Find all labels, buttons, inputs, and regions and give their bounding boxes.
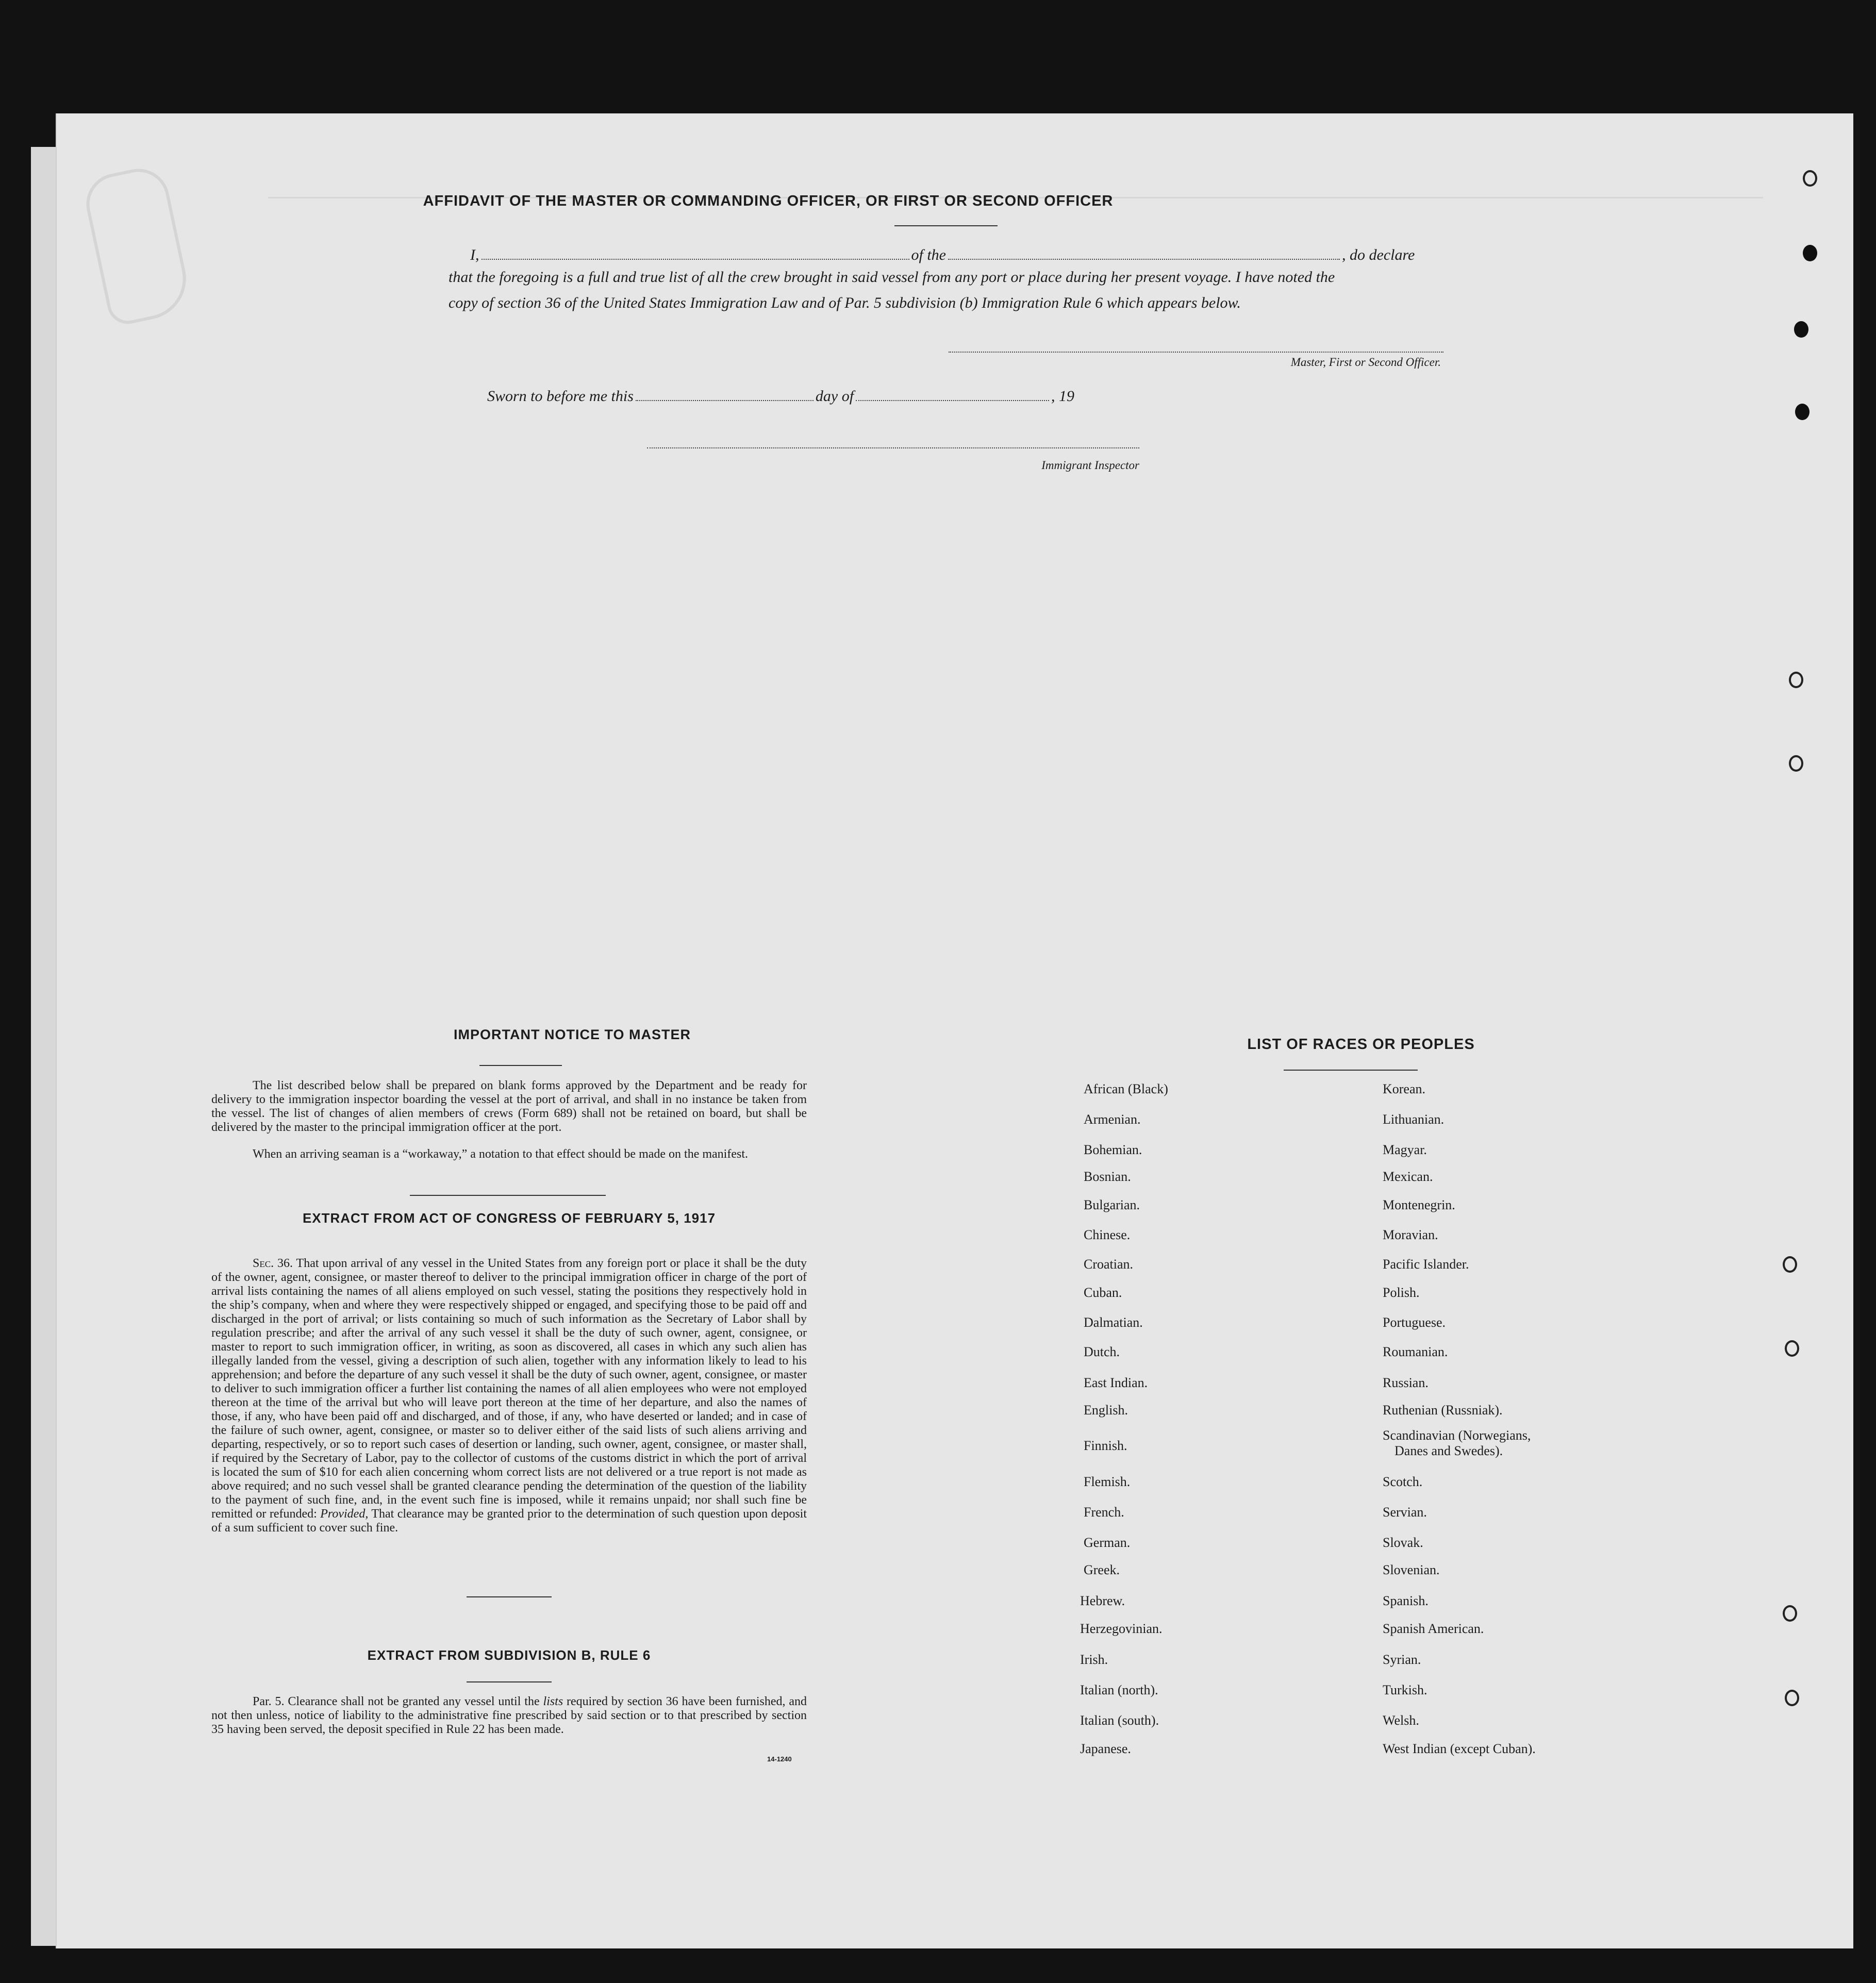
binder-hole-icon: [1803, 170, 1817, 187]
master-signature-line[interactable]: [949, 352, 1443, 353]
race-item: Montenegrin.: [1383, 1197, 1455, 1212]
binder-hole-icon: [1783, 1605, 1797, 1622]
inspector-signature-label: Immigrant Inspector: [1041, 459, 1139, 472]
binder-hole-icon: [1789, 672, 1803, 688]
master-signature-label: Master, First or Second Officer.: [1290, 356, 1441, 369]
lists-word: lists: [543, 1695, 563, 1708]
proviso-text: That clearance may be granted prior to the determination of such question upon deposit of a sum sufficient to cover such fine.: [211, 1507, 807, 1535]
race-item: Syrian.: [1383, 1652, 1421, 1667]
affidavit-text-line-3: copy of section 36 of the United States Immigration Law and of Par. 5 subdivision (b) Immigration Rule 6 which appears below.: [449, 294, 1241, 311]
binder-hole-icon: [1795, 404, 1809, 420]
extract-act-rule: [410, 1195, 606, 1196]
important-notice-rule: [479, 1065, 562, 1066]
paragraph-5-text: [211, 1695, 807, 1737]
binder-hole-icon: [1803, 245, 1817, 261]
important-notice-title: IMPORTANT NOTICE TO MASTER: [454, 1027, 691, 1042]
race-item: Bosnian.: [1084, 1169, 1131, 1184]
race-item: Mexican.: [1383, 1169, 1433, 1184]
race-item: Herzegovinian.: [1080, 1621, 1163, 1636]
races-title-rule: [1284, 1070, 1418, 1071]
section-36-label: Sec. 36.: [253, 1257, 293, 1270]
race-item: Magyar.: [1383, 1142, 1427, 1157]
binder-hole-icon: [1789, 755, 1803, 772]
race-item: German.: [1084, 1535, 1131, 1550]
race-item: Finnish.: [1084, 1438, 1127, 1453]
race-item: Dutch.: [1084, 1344, 1120, 1359]
race-item: Moravian.: [1383, 1227, 1438, 1242]
par5-text-before: Par. 5. Clearance shall not be granted any vessel until the: [253, 1695, 540, 1708]
affidavit-of-the: of the: [911, 246, 946, 263]
race-item: West Indian (except Cuban).: [1383, 1741, 1536, 1756]
vessel-blank[interactable]: [948, 259, 1340, 260]
form-number: 14-1240: [767, 1755, 792, 1763]
race-item: English.: [1084, 1403, 1128, 1418]
race-item: Cuban.: [1084, 1285, 1122, 1300]
extract-rule-title: EXTRACT FROM SUBDIVISION B, RULE 6: [367, 1647, 651, 1663]
par5-text-after: required by section 36 have been furnished, and not then unless, notice of liability to the administrative fine prescribed by said section or to that prescribed by section 35 having been served, the deposit specified in Rule 22 has been made.: [211, 1695, 807, 1736]
race-item: East Indian.: [1084, 1375, 1148, 1390]
affidavit-text-line-2: that the foregoing is a full and true list of all the crew brought in said vessel from any port or place during her present voyage. I have noted the: [449, 269, 1335, 286]
sworn-month-blank[interactable]: [856, 400, 1049, 401]
section-36-body: That upon arrival of any vessel in the United States from any foreign port or place it shall be the duty of the owner, agent, consignee, or master thereof to deliver to the principal immigration officer in charge of the port of arrival lists containing the names of all aliens employed on such vessel, stating the positions they respectively hold in the ship’s company, when and where they were respectively shipped or engaged, and specifying those to be paid off and discharged in the port of arrival; or lists containing so much of such information as the Secretary of Labor shall by regulation prescribe; and after the arrival of any such vessel it shall be the duty of such owner, agent, consignee, or master to report to such immigration officer, in writing, as soon as discovered, all cases in which any such alien has illegally landed from the vessel, giving a description of such alien, together with any information likely to lead to his apprehension; and before the departure of any such vessel it shall be the duty of such owner, agent, consignee, or master to deliver to such immigration officer a further list containing the names of all alien employees who were not employed thereon at the time of the arrival but who will leave port thereon at the time of her departure, and also the names of those, if any, who have been paid off and discharged, and of those, if any, who have deserted or landed; and in case of the failure of such owner, agent, consignee, or master so to deliver either of the said lists of such aliens arriving and departing, respectively, or so to report such cases of desertion or landing, such owner, agent, consignee, or master shall, if required by the Secretary of Labor, pay to the collector of customs of the customs district in which the port of arrival is located the sum of $10 for each alien concerning whom correct lists are not delivered or a true report is not made as above required; and no such vessel shall be granted clearance pending the determination of the question of the liability to the payment of such fine, and, in the event such fine is imposed, while it remains unpaid; nor shall such fine be remitted or refunded:: [211, 1257, 807, 1521]
notice-paragraph: When an arriving seaman is a “workaway,” a notation to that effect should be made on the manifest.: [253, 1147, 748, 1161]
race-item: Turkish.: [1383, 1682, 1427, 1697]
notice-paragraph: The list described below shall be prepared on blank forms approved by the Department and be ready for delivery to the immigration inspector boarding the vessel at the port of arrival, and shall in no instance be taken from the vessel. The list of changes of alien members of crews (Form 689) shall not be retained on board, but shall be delivered by the master to the principal immigration officer at the port.: [211, 1079, 807, 1134]
sworn-year: , 19: [1051, 388, 1075, 405]
race-item: Lithuanian.: [1383, 1112, 1445, 1127]
affidavit-declaration-line: [470, 246, 1450, 264]
race-item: Chinese.: [1084, 1227, 1131, 1242]
race-item: Servian.: [1383, 1505, 1427, 1520]
race-item: Italian (south).: [1080, 1713, 1159, 1728]
race-item: Bulgarian.: [1084, 1197, 1140, 1212]
extract-rule-rule: [467, 1596, 552, 1597]
affidavit-title-rule: [894, 225, 998, 226]
extract-rule-underline: [467, 1681, 552, 1682]
sworn-prefix: Sworn to before me this: [487, 388, 634, 405]
name-blank[interactable]: [482, 259, 909, 260]
race-item: Slovenian.: [1383, 1562, 1440, 1577]
race-item: Danes and Swedes).: [1394, 1443, 1503, 1458]
sworn-line: [487, 388, 1074, 405]
binder-hole-icon: [1783, 1256, 1797, 1273]
race-item: Welsh.: [1383, 1713, 1419, 1728]
race-item: Dalmatian.: [1084, 1315, 1143, 1330]
race-item: Pacific Islander.: [1383, 1257, 1469, 1272]
race-item: Irish.: [1080, 1652, 1108, 1667]
race-item: Japanese.: [1080, 1741, 1131, 1756]
race-item: Korean.: [1383, 1081, 1426, 1096]
race-item: Hebrew.: [1080, 1593, 1125, 1608]
affidavit-title: AFFIDAVIT OF THE MASTER OR COMMANDING OFFICER, OR FIRST OR SECOND OFFICER: [423, 193, 1114, 209]
race-item: Russian.: [1383, 1375, 1429, 1390]
race-item: Scotch.: [1383, 1474, 1423, 1489]
race-item: Polish.: [1383, 1285, 1420, 1300]
inspector-signature-line[interactable]: [647, 447, 1139, 448]
affidavit-i: I,: [470, 246, 479, 263]
race-item: Spanish.: [1383, 1593, 1429, 1608]
back-sheet-edge: [31, 147, 59, 1946]
sworn-day-of: day of: [815, 388, 854, 405]
race-item: French.: [1084, 1505, 1124, 1520]
binder-hole-icon: [1785, 1690, 1799, 1706]
race-item: Spanish American.: [1383, 1621, 1484, 1636]
race-item: Roumanian.: [1383, 1344, 1448, 1359]
extract-act-title: EXTRACT FROM ACT OF CONGRESS OF FEBRUARY 5, 1917: [302, 1210, 716, 1226]
races-title: LIST OF RACES OR PEOPLES: [1247, 1036, 1475, 1053]
race-item: Flemish.: [1084, 1474, 1131, 1489]
race-item: Italian (north).: [1080, 1682, 1158, 1697]
race-item: Ruthenian (Russniak).: [1383, 1403, 1503, 1418]
binder-hole-icon: [1794, 321, 1808, 338]
affidavit-declare: , do declare: [1342, 246, 1415, 263]
race-item: Armenian.: [1084, 1112, 1141, 1127]
binder-hole-icon: [1785, 1340, 1799, 1357]
race-item: Greek.: [1084, 1562, 1120, 1577]
sworn-day-blank[interactable]: [636, 400, 814, 401]
section-36-text: [211, 1257, 807, 1535]
race-item: Portuguese.: [1383, 1315, 1446, 1330]
race-item: African (Black): [1084, 1081, 1168, 1096]
race-item: Scandinavian (Norwegians,: [1383, 1428, 1531, 1443]
proviso-word: Provided,: [320, 1507, 369, 1521]
race-item: Slovak.: [1383, 1535, 1423, 1550]
race-item: Bohemian.: [1084, 1142, 1142, 1157]
race-item: Croatian.: [1084, 1257, 1134, 1272]
